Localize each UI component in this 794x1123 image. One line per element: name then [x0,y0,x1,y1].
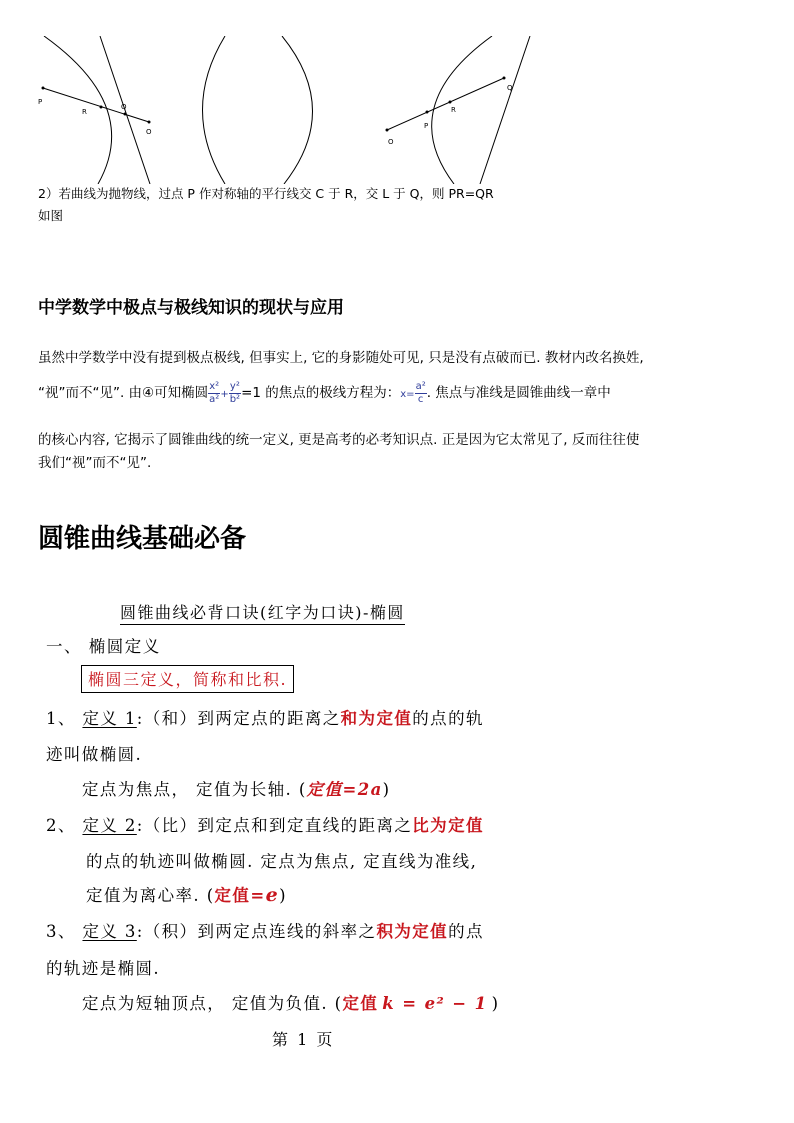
label-o3: O [388,138,394,146]
paragraph-line-4: 我们“视”而不“见”. [38,455,152,471]
curve-left-branch [44,36,112,184]
fraction-numerator: y² [229,380,240,392]
plus-sign: + [220,389,229,400]
fraction-numerator: a² [415,380,426,392]
fraction-numerator: x² [209,380,220,392]
fraction-denominator: a² [209,393,220,405]
conic-figures [30,36,590,184]
mnemonic-red: 和为定值 [340,709,413,728]
label-o1: O [146,128,152,136]
value-e-label: 定值= [214,886,266,905]
item-number: 1、 [46,709,83,728]
parabola [432,36,492,184]
hyperbola-right [282,36,313,184]
text-segment: =1 的焦点的极线方程为： [241,385,401,401]
item-number: 3、 [46,922,83,941]
text-segment: :（积）到两定点连线的斜率之 [136,922,377,941]
close-paren: ) [491,994,500,1013]
value-2a: 定值=2a [306,780,383,799]
definition-3-note [82,990,499,1014]
definition-1 [46,705,484,729]
label-q3: Q [507,84,513,92]
mnemonic-box: 椭圆三定义，简称和比积. [81,665,294,693]
definition-3 [46,918,484,942]
close-paren: ) [382,780,391,799]
segment-pq [43,88,149,122]
x-equals: x= [400,389,415,400]
text-segment: . 焦点与准线是圆锥曲线一章中 [426,385,611,401]
definition-2 [46,812,484,836]
fraction-denominator: c [417,393,424,405]
section-ellipse-definition: 一、 椭圆定义 [46,637,161,656]
parabola-note-figure: 如图 [38,208,64,223]
fraction-a2-c [415,381,427,406]
definition-label: 定义 3 [82,922,137,941]
definition-1-cont: 迹叫做椭圆. [46,745,143,764]
paragraph-line-3: 的核心内容, 它揭示了圆锥曲线的统一定义, 更是高考的必考知识点. 正是因为它太常见了, 反而往往使 [38,432,640,448]
paragraph-line-2 [38,376,611,412]
definition-label: 定义 2 [82,816,137,835]
definition-2-cont: 的点的轨迹叫做椭圆. 定点为焦点, 定直线为准线, [86,852,478,871]
line-l3 [480,36,530,184]
hyperbola-left [203,36,226,184]
parabola-note: 2）若曲线为抛物线，过点 P 作对称轴的平行线交 C 于 R，交 L 于 Q，则 PR=QR [38,186,494,201]
paragraph-line-1: 虽然中学数学中没有提到极点极线, 但事实上, 它的身影随处可见, 只是没有点破而已. 教材内改名换姓, [38,350,644,366]
text-segment: “视”而不“见”. 由④可知椭圆 [38,385,209,401]
text-segment: :（和）到两定点的距离之 [136,709,341,728]
card-title: 圆锥曲线必背口诀(红字为口诀)-椭圆 [120,600,405,625]
mnemonic-red: 积为定值 [376,922,449,941]
text-segment: :（比）到定点和到定直线的距离之 [136,816,413,835]
definition-3-cont: 的轨迹是椭圆. [46,959,161,978]
text-segment: 的点的轨 [412,709,484,728]
label-p1: P [38,98,43,106]
definition-label: 定义 1 [82,709,137,728]
value-label: 定值 [342,994,379,1013]
section-heading-basics: 圆锥曲线基础必备 [38,524,247,554]
label-r3: R [451,106,456,114]
definition-2-note [86,882,287,906]
mnemonic-red: 比为定值 [412,816,484,835]
close-paren: ) [279,886,287,905]
section-heading-status: 中学数学中极点与极线知识的现状与应用 [38,298,344,318]
fraction-x2-a2 [208,381,220,406]
segment-oq [387,78,504,130]
definition-1-note [82,776,391,800]
page-number: 第 1 页 [272,1030,335,1049]
value-e: e [265,884,280,906]
text-segment: 的点 [448,922,484,941]
fraction-y2-b2 [229,381,241,406]
item-number: 2、 [46,816,83,835]
text-segment: 定点为短轴顶点， 定值为负值. ( [82,994,343,1013]
label-p3: P [424,122,429,130]
value-formula: k = e² − 1 [382,994,488,1013]
label-r1: R [82,108,87,116]
label-q1: Q [121,103,127,111]
text-segment: 定点为焦点， 定值为长轴. ( [82,780,307,799]
text-segment: 定值为离心率. ( [86,886,215,905]
fraction-denominator: b² [229,393,241,405]
